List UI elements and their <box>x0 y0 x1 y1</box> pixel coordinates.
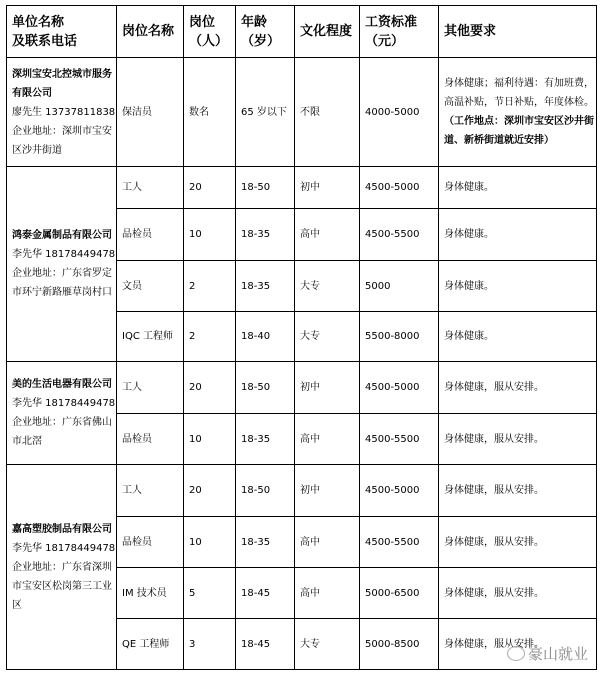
job-requirements <box>439 312 597 362</box>
job-age: 18-50 <box>236 167 295 209</box>
work-location: （工作地点：深圳市宝安区沙井街道、新桥街道就近安排） <box>444 116 594 146</box>
requirements-text: 身体健康，服从安排。 <box>444 382 544 393</box>
company-contact: 廖先生 13737811838 <box>12 106 116 118</box>
job-education: 高中 <box>295 517 360 568</box>
job-education: 高中 <box>295 568 360 619</box>
requirements-text: 身体健康，服从安排。 <box>444 536 544 548</box>
job-salary: 4500-5000 <box>360 167 439 209</box>
watermark <box>507 643 588 664</box>
job-salary: 4500-5500 <box>360 517 439 568</box>
company-contact: 李先华 18178449478 <box>12 398 116 409</box>
company-contact: 李先华 18178449478 <box>12 542 116 554</box>
job-education: 初中 <box>295 362 360 414</box>
table-row <box>7 58 597 167</box>
job-requirements <box>439 414 597 465</box>
job-title: 文员 <box>117 261 184 312</box>
job-salary: 5000-6500 <box>360 568 439 619</box>
job-age: 65 岁以下 <box>236 58 295 167</box>
job-count: 10 <box>184 414 236 465</box>
job-title: 品检员 <box>117 517 184 568</box>
header-row <box>7 6 597 58</box>
job-requirements <box>439 167 597 209</box>
job-education: 大专 <box>295 312 360 362</box>
job-count: 5 <box>184 568 236 619</box>
job-education: 高中 <box>295 209 360 261</box>
job-requirements <box>439 362 597 414</box>
job-age: 18-35 <box>236 209 295 261</box>
job-requirements <box>439 568 597 619</box>
job-age: 18-35 <box>236 261 295 312</box>
job-requirements <box>439 58 597 167</box>
company-cell <box>7 465 117 670</box>
job-age: 18-50 <box>236 465 295 517</box>
job-education: 大专 <box>295 261 360 312</box>
requirements-text: 身体健康，服从安排。 <box>444 433 544 445</box>
job-title: IQC 工程师 <box>117 312 184 362</box>
job-count: 20 <box>184 167 236 209</box>
job-salary: 5000 <box>360 261 439 312</box>
job-salary: 5500-8000 <box>360 312 439 362</box>
job-count: 2 <box>184 261 236 312</box>
recruitment-table <box>6 5 597 670</box>
requirements-text: 身体健康，服从安排。 <box>444 587 544 599</box>
job-title: 品检员 <box>117 414 184 465</box>
job-age: 18-40 <box>236 312 295 362</box>
job-count: 10 <box>184 517 236 568</box>
job-requirements <box>439 261 597 312</box>
company-address: 企业地址：深圳市宝安区沙井街道 <box>12 125 112 156</box>
company-cell <box>7 167 117 362</box>
table-row <box>7 465 597 517</box>
job-education: 大专 <box>295 619 360 670</box>
job-education: 初中 <box>295 465 360 517</box>
header-salary: 工资标准 （元） <box>360 6 439 58</box>
job-salary: 4500-5000 <box>360 362 439 414</box>
job-title: 工人 <box>117 362 184 414</box>
job-requirements <box>439 209 597 261</box>
job-title: 保洁员 <box>117 58 184 167</box>
job-salary: 4500-5000 <box>360 465 439 517</box>
job-requirements <box>439 465 597 517</box>
header-education: 文化程度 <box>295 6 360 58</box>
company-address: 企业地址：广东省佛山市北滘 <box>12 417 112 447</box>
table-row <box>7 167 597 209</box>
company-cell <box>7 58 117 167</box>
wechat-icon <box>507 646 525 661</box>
job-count: 10 <box>184 209 236 261</box>
job-salary: 4000-5000 <box>360 58 439 167</box>
job-count: 20 <box>184 465 236 517</box>
job-title: 工人 <box>117 167 184 209</box>
job-count: 数名 <box>184 58 236 167</box>
job-education: 高中 <box>295 414 360 465</box>
company-name: 嘉高塑胶制品有限公司 <box>12 523 112 535</box>
job-salary: 5000-8500 <box>360 619 439 670</box>
job-requirements <box>439 517 597 568</box>
job-age: 18-35 <box>236 517 295 568</box>
job-count: 20 <box>184 362 236 414</box>
company-cell <box>7 362 117 465</box>
requirements-text: 身体健康。 <box>444 280 494 292</box>
requirements-text: 身体健康。 <box>444 182 494 193</box>
company-name: 美的生活电器有限公司 <box>12 379 112 390</box>
job-count: 2 <box>184 312 236 362</box>
job-title: QE 工程师 <box>117 619 184 670</box>
header-count: 岗位 （人） <box>184 6 236 58</box>
requirements-text: 身体健康。 <box>444 331 494 342</box>
header-age: 年龄 （岁） <box>236 6 295 58</box>
job-salary: 4500-5500 <box>360 414 439 465</box>
job-title: 品检员 <box>117 209 184 261</box>
company-address: 企业地址：广东省罗定市环宁新路雁草岗村口 <box>12 268 112 298</box>
job-age: 18-45 <box>236 568 295 619</box>
watermark-text: 豪山就业 <box>527 645 588 663</box>
job-count: 3 <box>184 619 236 670</box>
company-name: 鸿泰金属制品有限公司 <box>12 230 112 241</box>
job-education: 初中 <box>295 167 360 209</box>
job-age: 18-35 <box>236 414 295 465</box>
job-title: IM 技术员 <box>117 568 184 619</box>
requirements-text: 身体健康，服从安排。 <box>444 485 544 496</box>
job-salary: 4500-5500 <box>360 209 439 261</box>
requirements-text: 身体健康，服从安排。 <box>444 638 544 650</box>
requirements-text: 身体健康。 <box>444 229 494 240</box>
job-age: 18-45 <box>236 619 295 670</box>
job-title: 工人 <box>117 465 184 517</box>
header-company: 单位名称 及联系电话 <box>7 6 117 58</box>
job-age: 18-50 <box>236 362 295 414</box>
company-name: 深圳宝安北控城市服务有限公司 <box>12 68 112 99</box>
header-requirements: 其他要求 <box>439 6 597 58</box>
table-row <box>7 362 597 414</box>
header-position: 岗位名称 <box>117 6 184 58</box>
requirements-text: 身体健康；福利待遇：有加班费，高温补贴，节日补贴，年度体检。 <box>444 78 594 108</box>
company-contact: 李先华 18178449478 <box>12 249 116 260</box>
company-address: 企业地址：广东省深圳市宝安区松岗第三工业区 <box>12 561 112 611</box>
job-education: 不限 <box>295 58 360 167</box>
